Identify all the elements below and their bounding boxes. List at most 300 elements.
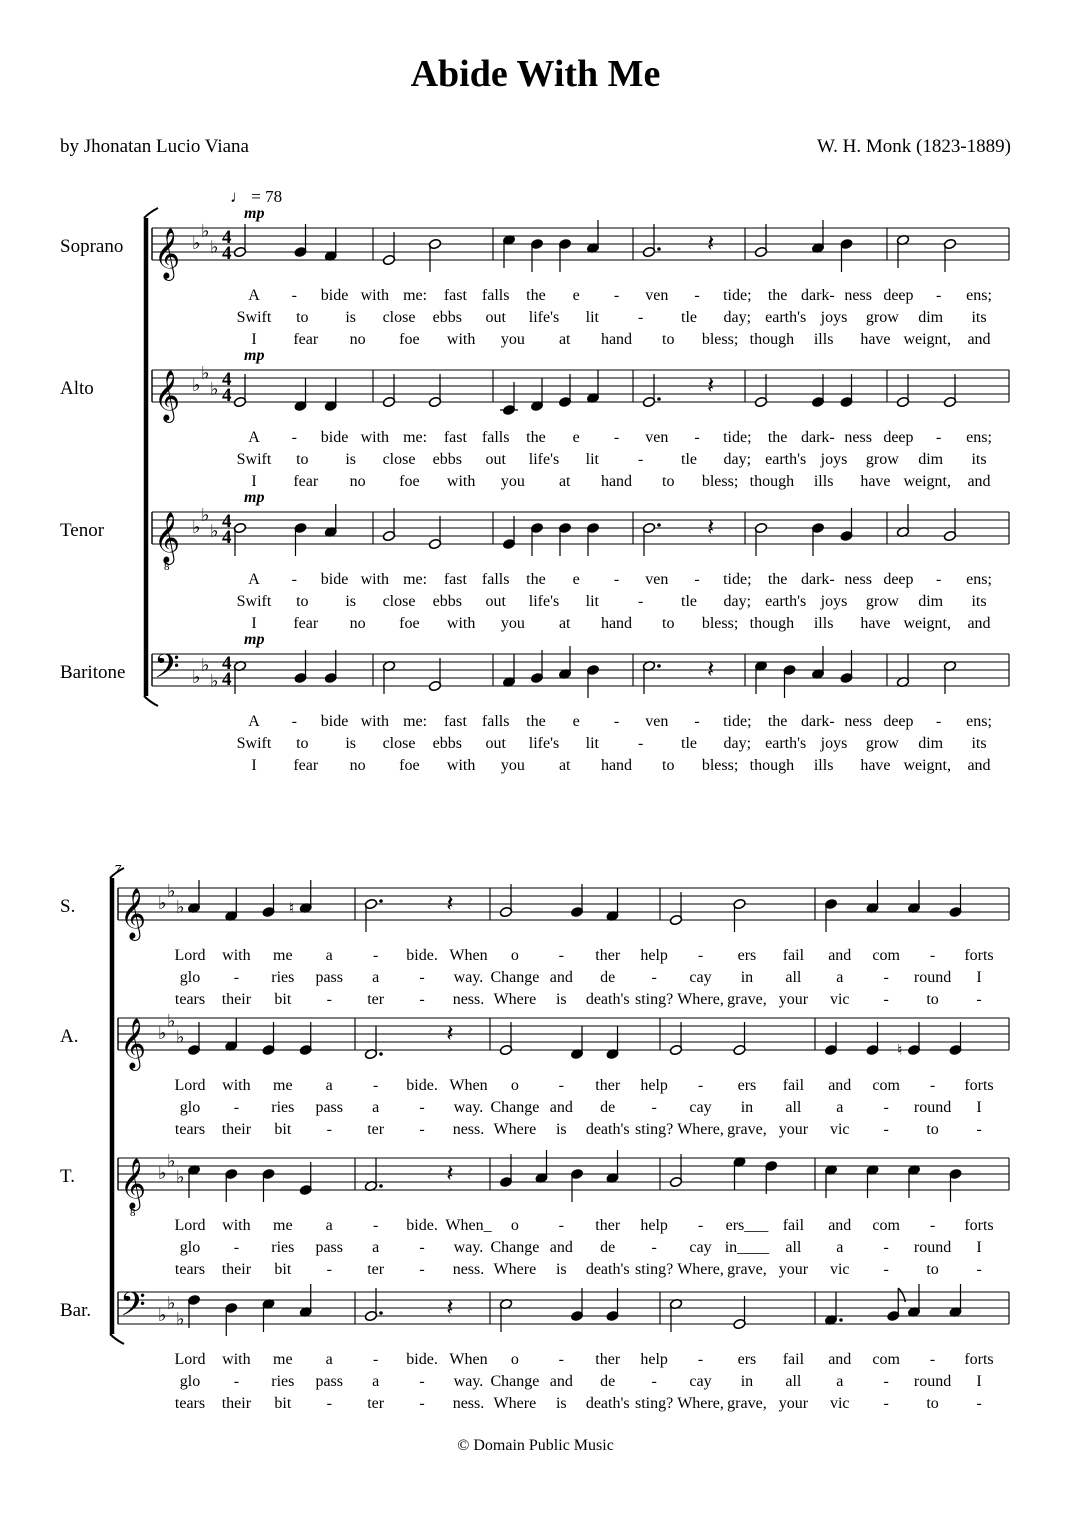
lyric-syllable: weignt,: [903, 757, 951, 774]
octave-eight-mark: 8: [130, 1207, 136, 1219]
lyric-syllable: to: [926, 1395, 939, 1412]
lyric-syllable: weignt,: [903, 615, 951, 632]
lyric-syllable: death's: [585, 1261, 630, 1278]
lyric-syllable: close: [382, 309, 416, 326]
lyric-syllable: bit: [274, 991, 292, 1008]
lyric-syllable: and: [828, 947, 852, 964]
lyric-syllable: com: [872, 947, 900, 964]
lyric-syllable: close: [382, 735, 416, 752]
lyric-hyphen: -: [419, 1395, 425, 1412]
flat-accidental-icon: ♭: [158, 893, 167, 913]
lyric-syllable: I: [251, 615, 257, 632]
lyric-syllable: lit: [585, 735, 600, 752]
lyric-syllable: falls: [481, 713, 510, 730]
lyric-syllable: e: [572, 571, 580, 588]
lyric-syllable: its: [971, 593, 987, 610]
bracket-bottom-hook: [110, 1334, 124, 1344]
lyric-hyphen: -: [697, 1077, 704, 1094]
lyric-syllable: When: [449, 947, 488, 964]
lyric-syllable: ries: [271, 969, 295, 986]
lyric-syllable: fast: [443, 571, 467, 588]
augmentation-dot: [657, 523, 661, 527]
lyric-syllable: A: [248, 429, 260, 446]
lyric-syllable: you: [500, 615, 525, 632]
lyric-syllable: is: [345, 735, 357, 752]
lyric-syllable: ness.: [452, 1395, 485, 1412]
score-title: Abide With Me: [410, 53, 661, 95]
lyric-syllable: I: [251, 757, 257, 774]
flat-accidental-icon: ♭: [210, 521, 219, 541]
lyric-syllable: bide.: [406, 947, 438, 964]
lyric-syllable: a: [836, 1373, 844, 1390]
lyric-hyphen: -: [694, 713, 700, 730]
lyric-syllable: and: [967, 473, 991, 490]
lyric-syllable: forts: [964, 1077, 994, 1094]
lyric-syllable: weignt,: [903, 331, 951, 348]
flat-accidental-icon: ♭: [176, 897, 185, 917]
lyric-syllable: to: [926, 1121, 939, 1138]
lyric-syllable: o: [510, 1077, 519, 1094]
flat-accidental-icon: ♭: [158, 1023, 167, 1043]
lyric-hyphen: -: [651, 1239, 657, 1256]
lyric-syllable: cay: [689, 969, 712, 986]
lyric-syllable: I: [976, 1239, 982, 1256]
lyric-syllable: and: [549, 1373, 573, 1390]
lyric-syllable: Where: [493, 1121, 537, 1138]
lyric-syllable: vic: [829, 1395, 850, 1412]
lyric-syllable: ebbs: [432, 735, 462, 752]
lyric-syllable: de: [600, 969, 616, 986]
lyric-syllable: and: [828, 1217, 852, 1234]
lyric-syllable: vic: [829, 991, 850, 1008]
natural-accidental-icon: ♮: [897, 1043, 903, 1059]
lyric-hyphen: -: [883, 1261, 889, 1278]
lyric-hyphen: -: [694, 429, 700, 446]
lyric-hyphen: -: [291, 287, 297, 304]
time-signature-top: 4: [222, 653, 232, 674]
lyric-syllable: ills: [813, 757, 834, 774]
lyric-syllable: Change: [490, 1099, 540, 1116]
lyric-syllable: the: [767, 429, 788, 446]
augmentation-dot: [657, 247, 661, 251]
lyric-syllable: ebbs: [432, 593, 462, 610]
staff-label: T.: [60, 1166, 75, 1187]
lyric-syllable: ven: [645, 287, 669, 304]
lyric-hyphen: -: [419, 1121, 425, 1138]
lyric-syllable: ven: [645, 713, 669, 730]
lyric-hyphen: -: [326, 1121, 332, 1138]
quarter-rest-icon: 𝄽: [707, 515, 715, 541]
lyric-syllable: round: [913, 969, 952, 986]
lyric-hyphen: -: [694, 571, 700, 588]
lyric-syllable: your: [778, 991, 809, 1008]
augmentation-dot: [379, 899, 383, 903]
lyric-syllable: grow: [865, 593, 899, 610]
lyric-syllable: bless;: [701, 331, 739, 348]
lyric-hyphen: -: [976, 1261, 982, 1278]
lyric-syllable: their: [221, 1395, 252, 1412]
lyric-syllable: glo: [179, 1239, 201, 1256]
dynamic-marking: mp: [244, 631, 265, 648]
lyric-syllable: deep: [883, 429, 914, 446]
lyric-syllable: lit: [585, 309, 600, 326]
lyric-syllable: out: [485, 593, 506, 610]
augmentation-dot: [657, 664, 661, 668]
lyric-hyphen: -: [976, 1395, 982, 1412]
lyric-hyphen: -: [558, 947, 564, 964]
lyric-syllable: grow: [865, 735, 899, 752]
lyric-syllable: to: [926, 991, 939, 1008]
lyric-syllable: in: [740, 1099, 754, 1116]
flat-accidental-icon: ♭: [192, 517, 201, 537]
lyric-syllable: ther: [595, 1217, 621, 1234]
lyric-syllable: day;: [723, 451, 752, 468]
time-signature-bottom: 4: [222, 527, 232, 548]
lyric-syllable: Where: [493, 1261, 537, 1278]
lyric-syllable: earth's: [765, 309, 807, 326]
treble-clef-icon: 𝄞: [154, 371, 181, 420]
lyric-hyphen: -: [883, 1121, 889, 1138]
lyric-syllable: sting?: [635, 1261, 674, 1278]
flat-accidental-icon: ♭: [192, 375, 201, 395]
lyric-hyphen: -: [291, 713, 297, 730]
lyric-syllable: is: [345, 451, 357, 468]
lyric-syllable: joys: [820, 735, 848, 752]
lyric-hyphen: -: [697, 1351, 704, 1368]
lyric-syllable: close: [382, 593, 416, 610]
lyric-syllable: tle: [681, 735, 697, 752]
treble-clef-icon: 𝄞: [120, 1159, 147, 1208]
lyric-hyphen: -: [638, 593, 644, 610]
lyric-syllable: joys: [820, 309, 848, 326]
lyric-syllable: a: [325, 1351, 333, 1368]
flat-accidental-icon: ♭: [158, 1163, 167, 1183]
lyric-syllable: When_: [445, 1217, 492, 1234]
lyric-syllable: is: [555, 1261, 567, 1278]
lyric-syllable: grave,: [727, 991, 767, 1008]
lyric-syllable: ries: [271, 1373, 295, 1390]
lyric-syllable: at: [558, 331, 571, 348]
lyric-syllable: ven: [645, 429, 669, 446]
lyric-hyphen: -: [638, 309, 644, 326]
lyric-syllable: with: [222, 947, 251, 964]
lyric-syllable: round: [913, 1099, 952, 1116]
lyric-syllable: ers: [737, 1351, 757, 1368]
lyric-syllable: Lord: [174, 1351, 206, 1368]
lyric-hyphen: -: [613, 713, 620, 730]
lyric-syllable: me:: [403, 571, 428, 588]
lyric-syllable: de: [600, 1099, 616, 1116]
lyric-hyphen: -: [697, 947, 704, 964]
lyric-syllable: death's: [585, 1121, 630, 1138]
lyric-hyphen: -: [694, 287, 700, 304]
lyric-syllable: glo: [179, 1099, 201, 1116]
lyric-syllable: o: [510, 947, 519, 964]
lyric-syllable: though: [749, 615, 795, 632]
lyric-syllable: Lord: [174, 1217, 206, 1234]
lyric-syllable: ries: [271, 1239, 295, 1256]
flat-accidental-icon: ♭: [201, 655, 210, 675]
natural-accidental-icon: ♮: [288, 901, 295, 917]
lyric-syllable: dark-: [801, 571, 835, 588]
lyric-syllable: fast: [443, 713, 467, 730]
lyric-hyphen: -: [936, 287, 942, 304]
lyric-syllable: tide;: [723, 713, 752, 730]
lyric-syllable: falls: [481, 571, 510, 588]
lyric-syllable: falls: [481, 287, 510, 304]
lyric-syllable: fail: [782, 1217, 805, 1234]
lyric-syllable: e: [572, 429, 580, 446]
lyric-syllable: I: [976, 1373, 982, 1390]
lyric-syllable: ter: [367, 1261, 385, 1278]
lyric-syllable: dim: [918, 451, 944, 468]
lyric-syllable: pass: [315, 969, 344, 986]
quarter-rest-icon: 𝄽: [446, 891, 454, 917]
lyric-syllable: to: [662, 757, 675, 774]
flat-accidental-icon: ♭: [158, 1305, 167, 1325]
lyric-syllable: though: [749, 473, 795, 490]
lyric-syllable: with: [446, 331, 476, 348]
lyric-syllable: with: [360, 713, 390, 730]
lyric-syllable: ebbs: [432, 451, 462, 468]
lyric-syllable: pass: [315, 1239, 344, 1256]
lyric-syllable: a: [325, 947, 333, 964]
lyric-syllable: at: [558, 757, 571, 774]
lyric-hyphen: -: [419, 1261, 425, 1278]
lyric-hyphen: -: [372, 1351, 379, 1368]
lyric-syllable: no: [349, 331, 366, 348]
lyric-syllable: fear: [293, 757, 319, 774]
lyric-syllable: with: [222, 1217, 251, 1234]
lyric-syllable: tide;: [723, 287, 752, 304]
lyric-syllable: all: [785, 969, 802, 986]
lyric-syllable: way.: [453, 1239, 484, 1256]
lyric-hyphen: -: [613, 571, 620, 588]
lyric-syllable: with: [446, 473, 476, 490]
lyric-syllable: the: [767, 287, 788, 304]
lyric-hyphen: -: [936, 713, 942, 730]
bracket-top-hook: [144, 208, 158, 218]
flat-accidental-icon: ♭: [167, 1011, 176, 1031]
lyric-syllable: bide.: [406, 1077, 438, 1094]
lyric-syllable: your: [778, 1395, 809, 1412]
augmentation-dot: [379, 1184, 383, 1188]
lyric-syllable: hand: [600, 757, 633, 774]
flat-accidental-icon: ♭: [210, 237, 219, 257]
lyric-syllable: fast: [443, 429, 467, 446]
lyric-syllable: hand: [600, 615, 633, 632]
composer-credit: W. H. Monk (1823-1889): [816, 136, 1011, 157]
lyric-hyphen: -: [883, 1373, 889, 1390]
lyric-syllable: their: [221, 1261, 252, 1278]
lyric-hyphen: -: [419, 1373, 425, 1390]
lyric-syllable: no: [349, 757, 366, 774]
lyric-syllable: grave,: [727, 1121, 767, 1138]
lyric-syllable: a: [372, 1373, 380, 1390]
lyric-syllable: out: [485, 309, 506, 326]
lyric-syllable: tle: [681, 593, 697, 610]
lyric-syllable: foe: [399, 331, 420, 348]
lyric-syllable: in: [740, 969, 754, 986]
lyric-syllable: you: [500, 473, 525, 490]
lyric-syllable: Lord: [174, 1077, 206, 1094]
time-signature-bottom: 4: [222, 385, 232, 406]
lyric-syllable: day;: [723, 735, 752, 752]
lyric-syllable: have: [860, 757, 891, 774]
lyric-syllable: me: [273, 1351, 293, 1368]
dynamic-marking: mp: [244, 205, 265, 222]
lyric-syllable: cay: [689, 1099, 712, 1116]
lyric-syllable: bide: [320, 713, 349, 730]
lyric-syllable: pass: [315, 1373, 344, 1390]
lyric-hyphen: -: [883, 1099, 889, 1116]
arranger-credit: by Jhonatan Lucio Viana: [60, 136, 249, 157]
lyric-hyphen: -: [976, 991, 982, 1008]
lyric-syllable: and: [828, 1077, 852, 1094]
lyric-syllable: help: [640, 1351, 668, 1368]
dynamic-marking: mp: [244, 489, 265, 506]
lyric-syllable: is: [555, 991, 567, 1008]
flat-accidental-icon: ♭: [167, 1151, 176, 1171]
lyric-syllable: Swift: [236, 451, 272, 468]
lyric-syllable: the: [526, 571, 546, 588]
lyric-syllable: to: [296, 309, 309, 326]
time-signature-bottom: 4: [222, 243, 232, 264]
lyric-syllable: me: [273, 1217, 293, 1234]
lyric-syllable: fail: [782, 1351, 805, 1368]
lyric-syllable: Swift: [236, 735, 272, 752]
lyric-syllable: cay: [689, 1239, 712, 1256]
lyric-syllable: in____: [724, 1239, 770, 1256]
lyric-syllable: Where,: [677, 991, 724, 1008]
treble-clef-icon: 𝄞: [154, 229, 181, 278]
lyric-syllable: vic: [829, 1121, 850, 1138]
lyric-syllable: with: [360, 429, 390, 446]
lyric-syllable: life's: [528, 309, 560, 326]
lyric-syllable: When: [449, 1077, 488, 1094]
lyric-syllable: I: [251, 331, 257, 348]
lyric-hyphen: -: [651, 1099, 657, 1116]
flat-accidental-icon: ♭: [210, 671, 219, 691]
lyric-syllable: to: [926, 1261, 939, 1278]
lyric-hyphen: -: [883, 991, 889, 1008]
lyric-syllable: sting?: [635, 991, 674, 1008]
lyric-syllable: ens;: [966, 713, 992, 730]
lyric-syllable: dim: [918, 735, 944, 752]
staff-label: Bar.: [60, 1300, 92, 1321]
time-signature-top: 4: [222, 369, 232, 390]
lyric-syllable: way.: [453, 969, 484, 986]
lyric-syllable: with: [360, 571, 390, 588]
lyric-syllable: and: [549, 1099, 573, 1116]
lyric-syllable: with: [360, 287, 390, 304]
lyric-syllable: and: [549, 1239, 573, 1256]
lyric-syllable: ers: [737, 1077, 757, 1094]
copyright-notice: © Domain Public Music: [457, 1437, 614, 1454]
quarter-rest-icon: 𝄽: [707, 373, 715, 399]
lyric-syllable: tide;: [723, 571, 752, 588]
lyric-syllable: hand: [600, 331, 633, 348]
lyric-hyphen: -: [291, 571, 297, 588]
lyric-syllable: is: [345, 309, 357, 326]
lyric-syllable: day;: [723, 593, 752, 610]
flat-accidental-icon: ♭: [176, 1167, 185, 1187]
lyric-hyphen: -: [326, 1395, 332, 1412]
lyric-syllable: no: [349, 615, 366, 632]
flat-accidental-icon: ♭: [201, 505, 210, 525]
lyric-hyphen: -: [883, 969, 889, 986]
lyric-hyphen: -: [929, 947, 936, 964]
lyric-syllable: ills: [813, 615, 834, 632]
lyric-syllable: ven: [645, 571, 669, 588]
lyric-syllable: fail: [782, 1077, 805, 1094]
lyric-syllable: Where,: [677, 1261, 724, 1278]
lyric-syllable: ter: [367, 1121, 385, 1138]
lyric-syllable: all: [785, 1099, 802, 1116]
lyric-syllable: ter: [367, 1395, 385, 1412]
lyric-hyphen: -: [929, 1077, 936, 1094]
lyric-syllable: though: [749, 757, 795, 774]
lyric-syllable: fail: [782, 947, 805, 964]
lyric-syllable: Change: [490, 1373, 540, 1390]
lyric-syllable: ness: [844, 571, 872, 588]
augmentation-dot: [379, 1052, 383, 1056]
lyric-syllable: help: [640, 1077, 668, 1094]
lyric-syllable: com: [872, 1077, 900, 1094]
lyric-syllable: de: [600, 1239, 616, 1256]
lyric-syllable: tle: [681, 309, 697, 326]
lyric-syllable: dark-: [801, 287, 835, 304]
time-signature-top: 4: [222, 511, 232, 532]
lyric-syllable: you: [500, 331, 525, 348]
lyric-syllable: at: [558, 473, 571, 490]
lyric-syllable: ills: [813, 473, 834, 490]
lyric-syllable: a: [372, 1099, 380, 1116]
quarter-rest-icon: 𝄽: [707, 657, 715, 683]
lyric-hyphen: -: [372, 1217, 379, 1234]
lyric-syllable: foe: [399, 473, 420, 490]
lyric-syllable: tears: [174, 991, 206, 1008]
lyric-syllable: help: [640, 947, 668, 964]
lyric-syllable: fear: [293, 615, 319, 632]
lyric-syllable: Swift: [236, 309, 272, 326]
lyric-syllable: at: [558, 615, 571, 632]
lyric-syllable: ens;: [966, 287, 992, 304]
lyric-syllable: ness: [844, 287, 872, 304]
augmentation-dot: [657, 397, 661, 401]
lyric-syllable: tears: [174, 1395, 206, 1412]
lyric-syllable: me:: [403, 713, 428, 730]
lyric-syllable: ens;: [966, 429, 992, 446]
lyric-syllable: you: [500, 757, 525, 774]
lyric-hyphen: -: [419, 991, 425, 1008]
lyric-syllable: to: [296, 451, 309, 468]
lyric-syllable: and: [549, 969, 573, 986]
lyric-syllable: bide: [320, 571, 349, 588]
lyric-syllable: tide;: [723, 429, 752, 446]
lyric-syllable: dim: [918, 309, 944, 326]
lyric-syllable: a: [836, 1099, 844, 1116]
lyric-syllable: life's: [528, 735, 560, 752]
lyric-syllable: and: [967, 615, 991, 632]
lyric-syllable: a: [836, 1239, 844, 1256]
augmentation-dot: [839, 1318, 843, 1322]
lyric-syllable: ens;: [966, 571, 992, 588]
lyric-syllable: death's: [585, 991, 630, 1008]
treble-clef-icon: 𝄞: [120, 889, 147, 938]
lyric-syllable: tears: [174, 1121, 206, 1138]
lyric-syllable: vic: [829, 1261, 850, 1278]
